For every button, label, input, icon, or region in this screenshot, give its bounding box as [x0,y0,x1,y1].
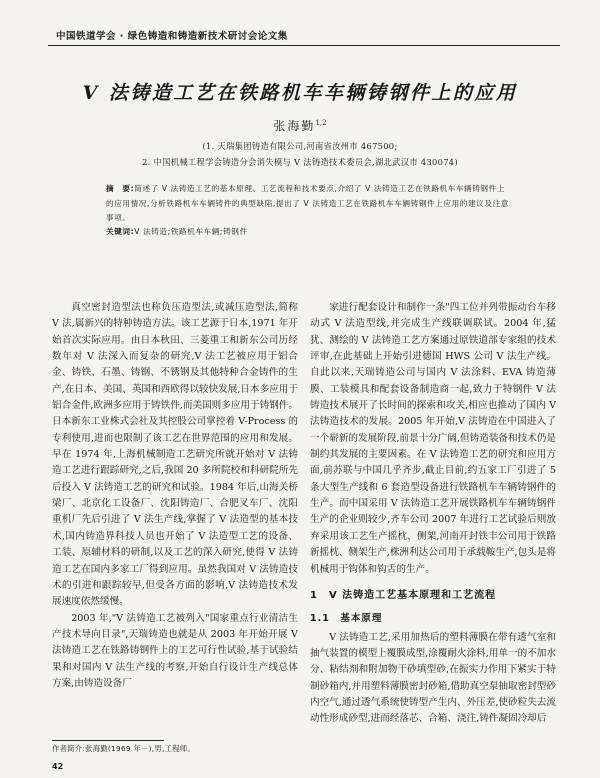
abstract-label: 摘 要: [106,184,135,193]
author [0,117,600,134]
body-column-right [310,300,556,754]
body-paragraph: 家进行配套设计和制作一条"四工位并列带振动台车移动式 V 法造型线,并完成生产线联调联试。2004 年,猛犹、测绘的 V 法铸造工艺方案通过原铁道部专家组的技术评审,在此基础上开始引进德国 HWS 公司 V 法生产线。自此以来,天瑞铸造公司与国内 V 法涂料、EVA 铸造薄膜、工装模具和配套设备制造商一起,致力于特钢件 V 法铸造技术展开了长时间的探索和攻关,相应也推动了国内 V 法铸造技术的发展。2005 年开始,V 法铸造在中国进入了一个崭新的发展阶段,前景十分广阔,但铸造装备和技术仍是制约其发展的主要因素。在 V 法铸造工艺的研究和应用方面,前苏联与中国几乎齐步,截止目前,约五家工厂引进了 5 条大型生产线和 6 套造型设备进行铁路机车车辆铸钢件的生产。而中国采用 V 法铸造工艺开展铁路机车车辆铸钢件生产的企业则较少,齐车公司 2007 年进行工艺试验后则放弃采用该工艺生产摇枕、侧架,河南开封铁丰公司用于铁路新摇枕、侧架生产,株洲利达公司用于承载鞍生产,包头是将机械用于钩体和钩舌的生产。 [310,302,556,575]
abstract-text: 简述了 V 法铸造工艺的基本原理、工艺流程和技术要点,介绍了 V 法铸造工艺在铁路机车车辆铸钢件上的应用情况,分析铁路机车车辆铸件的典型缺陷,提出了 V 法铸造工艺在铁路机车车辆铸钢件上应用的建议及注意事项。 [106,184,509,222]
body-column-left [52,300,298,750]
paper-title: V 法铸造工艺在铁路机车车辆铸钢件上的应用 [82,82,518,104]
footnote-rule [52,740,164,741]
keywords-text: V 法铸造;铁路机车车辆;铸钢件 [134,227,248,236]
body-paragraph: V 法铸造工艺,采用加热后的塑料薄膜在带有透气室和抽气装置的模型上覆膜成型,涂覆耐火涂料,用单一的不加水分、粘结剂和附加物干砂填型砂,在振实力作用下紧实于特制砂箱内,并用塑料薄膜密封砂箱,借助真空泵抽取密封型砂内空气,通过透气系统使铸型产生内、外压差,使砂粒失去流动性形成砂型,进而经落芯、合箱、浇注,铸件凝固冷却后 [310,631,556,725]
footnote: 作者简介:张海勤(1969 年－),男,工程师。 [52,744,196,753]
affiliation-2: 2. 中国机械工程学会铸造分会消失模与 V 法铸造技术委员会,湖北武汉市 430074) [142,157,458,167]
body-paragraph: 真空密封造型法也称负压造型法,或减压造型法,简称 V 法,属新兴的特种铸造方法。该工艺源于日本,1971 年开始首次实际应用。由日本秋田、三菱重工和新东公司历经数年对 V 法深入而复杂的研究,V 法工艺被应用于铝合金、铸铁、石墨、铸钢、不锈钢及其他特种合金铸件的生产,在日本、美国、英国和西欧得以较快发展,日本多应用于铝合金件,欧洲多应用于铸铁件,而美国则多应用于铸钢件。日本新东工业株式会社及其控股公司掌控着 V-Process 的专利使用,进而也限制了该工艺在世界范围的应用和发展。早在 1974 年,上海机械制造工艺研究所就开始对 V 法铸造工艺进行跟踪研究,之后,我国 20 多所院校和科研院所先后投入 V 法铸造工艺的研究和试验。1984 年后,山海关桥梁厂、北京化工设备厂、沈阳铸造厂、合肥叉车厂、沈阳重机厂先后引进了 V 法生产线,掌握了 V 法造型的基本技术,国内铸造界科技人员也开始了 V 法造型工艺的设备、工装、原辅材料的研制,以及工艺的深入研究,使得 V 法铸造工艺在国内多家工厂得到应用。虽然我国对 V 法铸造技术的引进和跟踪较早,但受各方面的影响,V 法铸造技术发展速度依然缓慢。 [52,302,298,608]
author-affiliation-marker: 1,2 [315,119,327,127]
affiliation-1: (1. 天瑞集团铸造有限公司,河南省汝州市 467500; [202,141,398,151]
author-name: 张海勤 [273,119,316,133]
running-header: 中国铁道学会 · 绿色铸造和铸造新技术研讨会论文集 [56,31,288,42]
body-paragraph: 2003 年,"V 法铸造工艺被列入"国家重点行业清洁生产技术导向目录",天瑞铸造也就是从 2003 年开始开展 V 法铸造工艺在铁路铸钢件上的工艺可行性试验,基于试验结果和对国内 V 法生产线的考察,开始自行设计生产线总体方案,由铸造设备厂 [52,612,298,689]
header-rule [48,45,560,46]
subsection-heading: 1.1 基本原理 [310,613,383,625]
abstract [106,182,510,226]
keywords [106,226,248,237]
keywords-label: 关键词: [106,227,135,236]
page-number: 42 [52,762,64,771]
section-heading: 1 V 法铸造工艺基本原理和工艺流程 [310,589,497,601]
